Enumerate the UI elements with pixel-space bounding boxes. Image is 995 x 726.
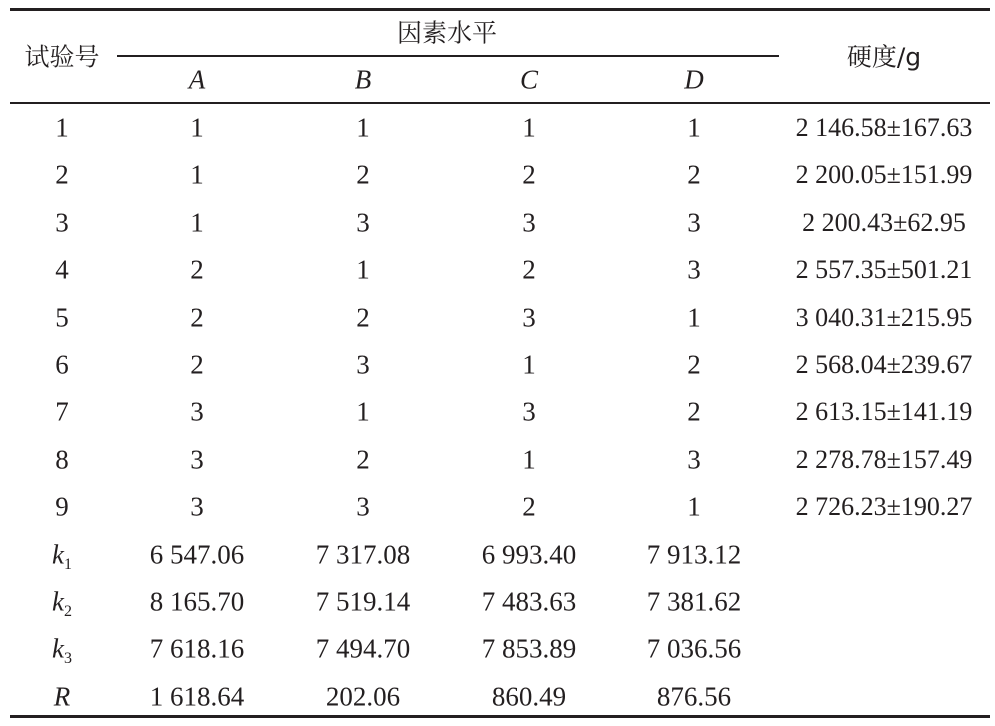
hardness-cell: 2 200.05±151.99	[795, 160, 973, 190]
factor-level-cell: 3	[356, 491, 370, 522]
table-header-rule	[10, 102, 990, 104]
factor-level-cell: 3	[522, 207, 536, 238]
factor-level-cell: 2	[687, 349, 701, 380]
factor-level-cell: 1	[190, 159, 204, 190]
trial-number-cell: 3	[55, 207, 69, 238]
hardness-cell: 3 040.31±215.95	[795, 302, 973, 332]
factor-level-cell: 2	[522, 254, 536, 285]
stat-label: $k_1$	[52, 539, 72, 573]
factor-level-cell: 1	[522, 349, 536, 380]
stat-value-cell: 876.56	[656, 681, 732, 712]
header-trial-no: 试验号	[24, 42, 100, 72]
stat-value-cell: 860.49	[491, 681, 567, 712]
factor-level-cell: 1	[356, 112, 370, 143]
stat-value-cell: 7 853.89	[481, 633, 577, 664]
factor-level-cell: 1	[522, 444, 536, 475]
stat-value-cell: 7 913.12	[646, 539, 742, 570]
factor-level-cell: 1	[687, 491, 701, 522]
trial-number-cell: 7	[55, 396, 69, 427]
factor-level-cell: 2	[356, 302, 370, 333]
header-hardness: 硬度/g	[846, 42, 922, 72]
trial-number-cell: 2	[55, 159, 69, 190]
factor-level-cell: 1	[687, 112, 701, 143]
header-factor-level: 因素水平	[396, 18, 498, 48]
hardness-cell: 2 146.58±167.63	[795, 113, 973, 142]
factor-level-cell: 2	[687, 159, 701, 190]
stat-value-cell: 7 519.14	[315, 586, 411, 617]
factor-level-cell: 3	[522, 302, 536, 333]
factor-level-cell: 2	[522, 491, 536, 522]
trial-number-cell: 6	[55, 349, 69, 380]
table-top-rule	[10, 8, 990, 11]
hardness-cell: 2 613.15±141.19	[795, 397, 973, 427]
factor-level-cell: 1	[356, 254, 370, 285]
factor-level-cell: 3	[687, 207, 701, 238]
stat-value-cell: 7 618.16	[149, 633, 245, 664]
stat-value-cell: 7 036.56	[646, 633, 742, 664]
hardness-cell: 2 568.04±239.67	[795, 350, 973, 379]
stat-label: $k_2$	[52, 586, 72, 621]
stat-value-cell: 202.06	[325, 681, 401, 712]
factor-level-cell: 1	[687, 302, 701, 333]
factor-level-cell: 1	[190, 112, 204, 143]
factor-level-cell: 2	[190, 349, 204, 380]
factor-level-cell: 2	[522, 159, 536, 190]
factor-level-cell: 3	[190, 396, 204, 427]
trial-number-cell: 8	[55, 444, 69, 475]
stat-value-cell: 7 381.62	[646, 586, 742, 617]
hardness-cell: 2 726.23±190.27	[795, 492, 973, 522]
trial-number-cell: 9	[55, 491, 69, 522]
factor-level-cell: 1	[522, 112, 536, 143]
stat-value-cell: 6 547.06	[149, 539, 245, 570]
factor-level-cell: 3	[687, 444, 701, 475]
header-factor-a: A	[188, 64, 206, 95]
trial-number-cell: 1	[55, 112, 69, 143]
factor-level-cell: 3	[190, 444, 204, 475]
factor-level-cell: 2	[190, 254, 204, 285]
factor-level-underline	[117, 55, 779, 57]
factor-level-cell: 3	[687, 254, 701, 285]
trial-number-cell: 5	[55, 302, 69, 333]
header-factor-c: C	[519, 64, 539, 95]
factor-level-cell: 3	[356, 349, 370, 380]
factor-level-cell: 1	[356, 396, 370, 427]
hardness-cell: 2 557.35±501.21	[795, 255, 973, 285]
factor-level-cell: 3	[190, 491, 204, 522]
factor-level-cell: 2	[687, 396, 701, 427]
factor-level-cell: 1	[190, 207, 204, 238]
factor-level-cell: 2	[356, 444, 370, 475]
stat-label: $k_3$	[52, 633, 72, 668]
stat-value-cell: 7 483.63	[481, 586, 577, 617]
table-bottom-rule	[10, 715, 990, 718]
header-factor-d: D	[684, 64, 704, 95]
hardness-cell: 2 200.43±62.95	[802, 207, 966, 237]
header-factor-b: B	[354, 64, 372, 95]
factor-level-cell: 2	[190, 302, 204, 333]
factor-level-cell: 3	[522, 396, 536, 427]
stat-value-cell: 6 993.40	[481, 539, 577, 570]
stat-value-cell: 7 494.70	[315, 633, 411, 664]
stat-label: R	[53, 681, 71, 712]
hardness-cell: 2 278.78±157.49	[795, 444, 973, 474]
factor-level-cell: 2	[356, 159, 370, 190]
stat-value-cell: 7 317.08	[315, 539, 411, 570]
factor-level-cell: 3	[356, 207, 370, 238]
trial-number-cell: 4	[55, 254, 69, 285]
stat-value-cell: 8 165.70	[149, 586, 245, 617]
stat-value-cell: 1 618.64	[149, 681, 245, 712]
